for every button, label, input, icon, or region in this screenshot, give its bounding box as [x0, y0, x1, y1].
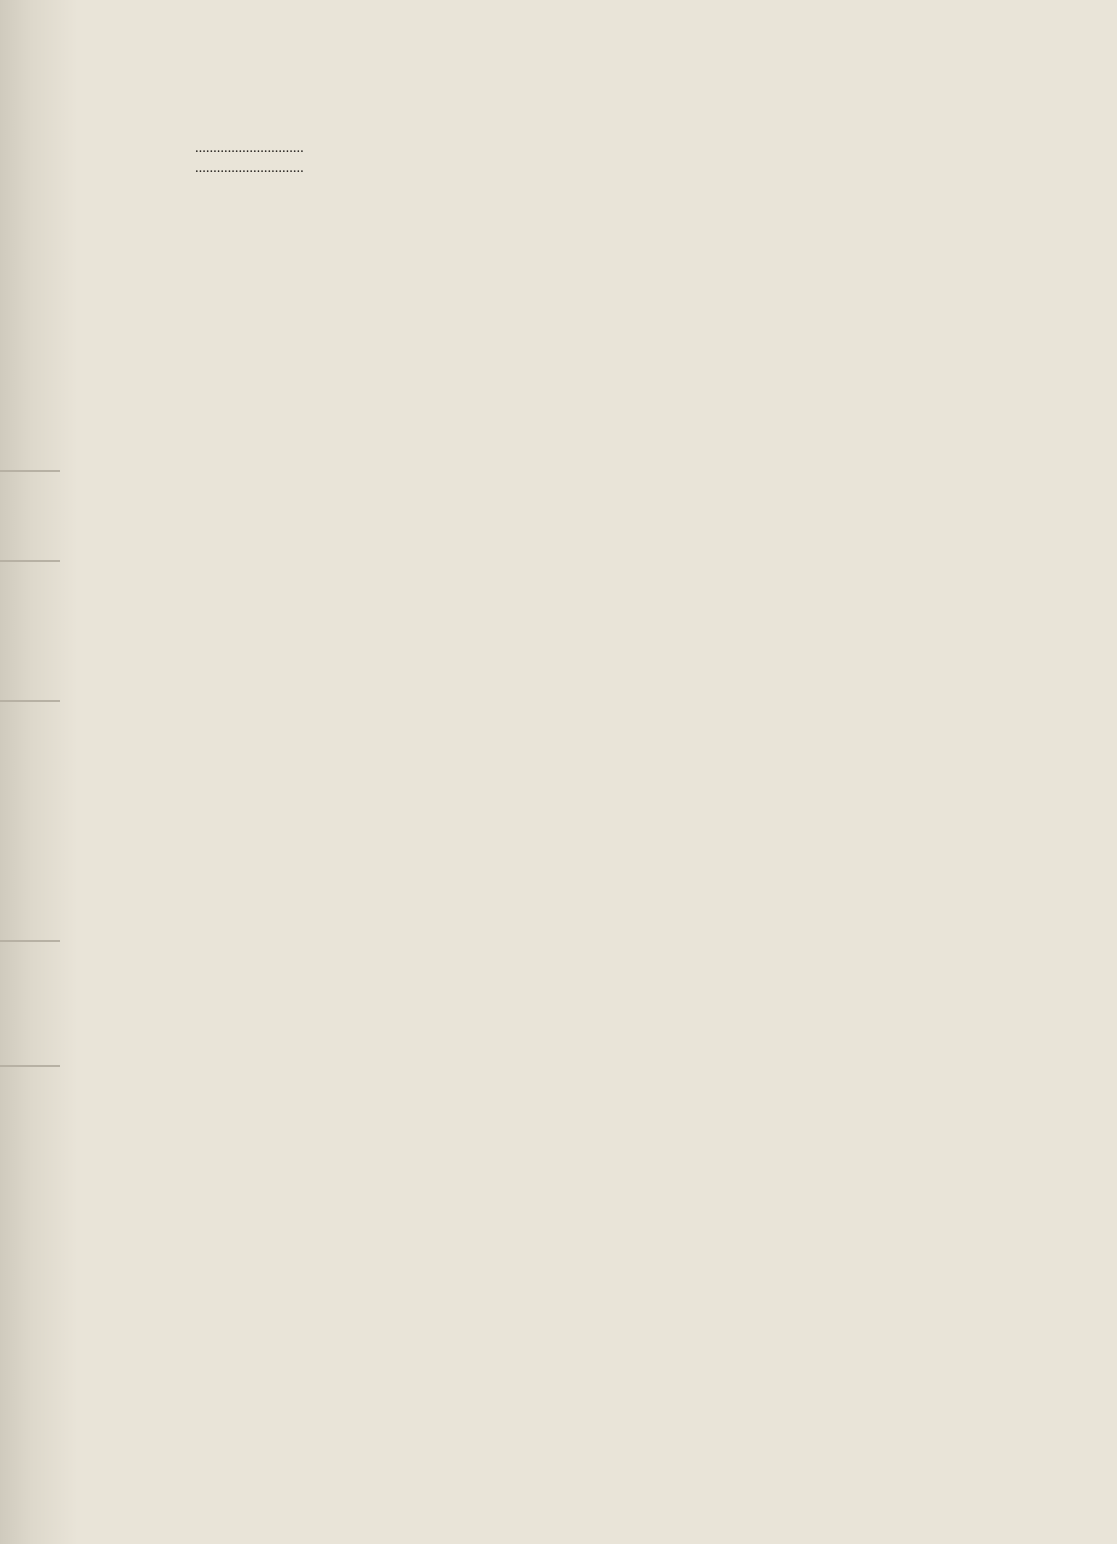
price-year	[865, 117, 929, 137]
page-header	[195, 55, 1040, 91]
price-cell	[929, 157, 999, 177]
price-row-low: ..............................	[195, 157, 999, 177]
price-cell	[801, 137, 865, 157]
price-cell	[801, 157, 865, 177]
price-row-high: ..............................	[195, 137, 999, 157]
price-cell	[865, 157, 929, 177]
price-cell	[609, 157, 673, 177]
price-table-header	[195, 117, 999, 137]
price-year	[545, 117, 609, 137]
price-year	[673, 117, 737, 137]
gutter-mark	[0, 940, 60, 942]
document-page	[195, 55, 1040, 219]
price-cell	[673, 137, 737, 157]
price-year	[609, 117, 673, 137]
price-cell	[865, 137, 929, 157]
price-cell	[545, 157, 609, 177]
price-cell	[737, 157, 801, 177]
price-table	[195, 117, 1040, 177]
page-gutter-shadow	[0, 0, 78, 1544]
price-year	[929, 117, 999, 137]
gutter-mark	[0, 700, 60, 702]
price-cell	[929, 137, 999, 157]
price-cell	[545, 137, 609, 157]
price-year	[737, 117, 801, 137]
price-cell	[737, 137, 801, 157]
gutter-mark	[0, 1065, 60, 1067]
gutter-mark	[0, 560, 60, 562]
price-cell	[609, 137, 673, 157]
price-year	[801, 117, 865, 137]
gutter-mark	[0, 470, 60, 472]
price-cell	[673, 157, 737, 177]
